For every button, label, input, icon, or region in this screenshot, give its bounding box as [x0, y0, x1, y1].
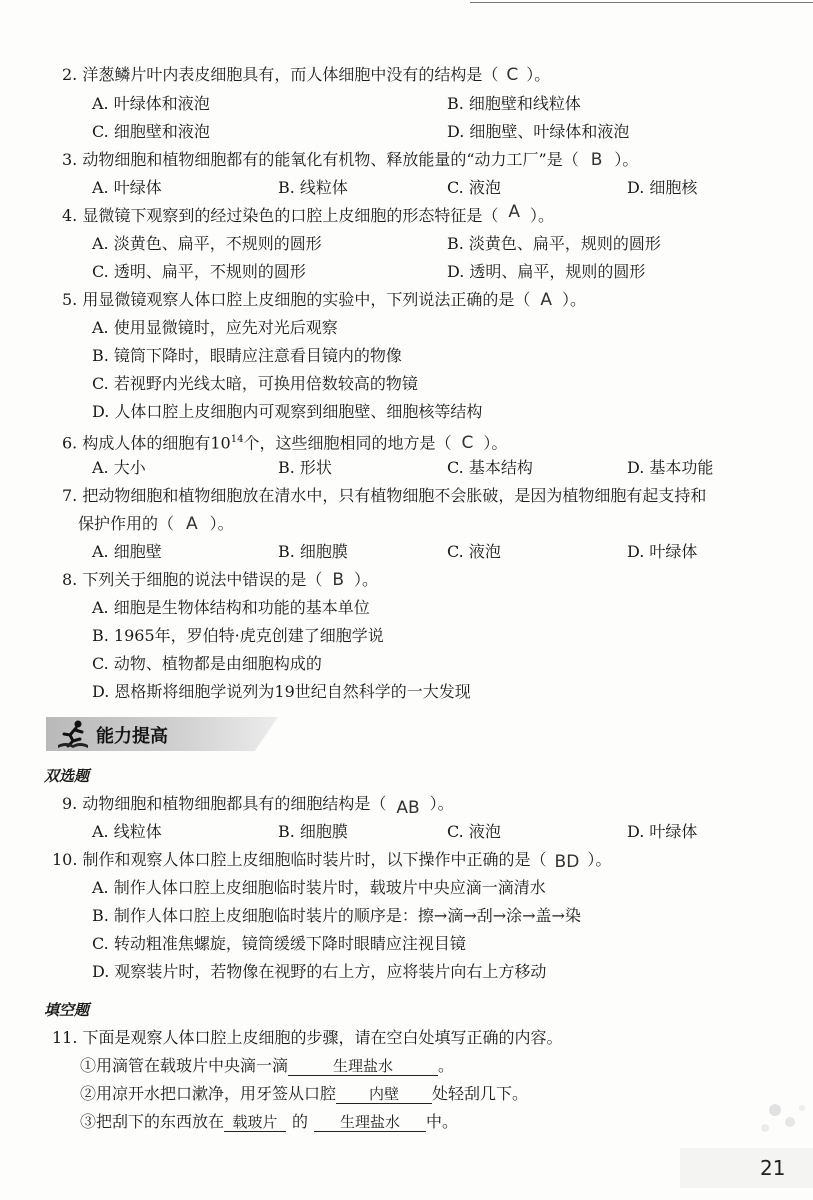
q7-option-b: B. 细胞膜 [278, 542, 348, 561]
section-label-fill-blank: 填空题 [44, 1001, 90, 1019]
question-8-stem: 8. 下列关于细胞的说法中错误的是（ B ）。 [62, 570, 379, 590]
handwritten-answer: A [508, 202, 520, 222]
q2-option-a: A. 叶绿体和液泡 [92, 94, 210, 113]
q7-option-a: A. 细胞壁 [92, 542, 162, 561]
runner-book-icon [56, 719, 90, 749]
q6-option-b: B. 形状 [278, 458, 332, 477]
q9-option-b: B. 细胞膜 [278, 822, 348, 841]
q10-option-c: C. 转动粗准焦螺旋，镜筒缓缓下降时眼睛应注视目镜 [92, 934, 466, 953]
decorative-watermark [680, 1100, 813, 1200]
q11-step-3: ③把刮下的东西放在 载玻片 的 生理盐水 中。 [80, 1112, 459, 1131]
q5-option-b: B. 镜筒下降时，眼睛应注意看目镜内的物像 [92, 346, 402, 365]
q10-option-d: D. 观察装片时，若物像在视野的右上方，应将装片向右上方移动 [92, 962, 547, 981]
question-7-stem-line1: 7. 把动物细胞和植物细胞放在清水中，只有植物细胞不会胀破，是因为植物细胞有起支持和 [62, 486, 707, 505]
q5-option-d: D. 人体口腔上皮细胞内可观察到细胞壁、细胞核等结构 [92, 402, 483, 421]
q5-option-a: A. 使用显微镜时，应先对光后观察 [92, 318, 338, 337]
handwritten-answer: C [506, 65, 519, 85]
question-2-stem: 2. 洋葱鳞片叶内表皮细胞具有，而人体细胞中没有的结构是（ C ）。 [62, 65, 551, 85]
handwritten-answer: A [186, 514, 198, 534]
question-10-stem: 10. 制作和观察人体口腔上皮细胞临时装片时，以下操作中正确的是（ BD ）。 [52, 850, 612, 872]
question-4-stem: 4. 显微镜下观察到的经过染色的口腔上皮细胞的形态特征是（ A ）。 [62, 202, 555, 225]
q3-option-c: C. 液泡 [447, 178, 501, 197]
q10-option-b: B. 制作人体口腔上皮细胞临时装片的顺序是：擦→滴→刮→涂→盖→染 [92, 906, 581, 925]
q7-option-d: D. 叶绿体 [627, 542, 698, 561]
q3-option-b: B. 线粒体 [278, 178, 348, 197]
q8-option-d: D. 恩格斯将细胞学说列为19世纪自然科学的一大发现 [92, 682, 471, 701]
q10-option-a: A. 制作人体口腔上皮细胞临时装片时，载玻片中央应滴一滴清水 [92, 878, 546, 897]
q4-option-d: D. 透明、扁平，规则的圆形 [447, 262, 646, 281]
handwritten-answer: BD [554, 852, 580, 872]
handwritten-answer: B [590, 150, 603, 170]
q7-option-c: C. 液泡 [447, 542, 501, 561]
q9-option-a: A. 线粒体 [92, 822, 162, 841]
handwritten-answer: AB [396, 798, 420, 818]
page-number: 21 [760, 1156, 786, 1180]
q5-option-c: C. 若视野内光线太暗，可换用倍数较高的物镜 [92, 374, 418, 393]
q8-option-c: C. 动物、植物都是由细胞构成的 [92, 654, 322, 673]
question-5-stem: 5. 用显微镜观察人体口腔上皮细胞的实验中，下列说法正确的是（ A ）。 [62, 290, 587, 310]
q9-option-d: D. 叶绿体 [627, 822, 698, 841]
fill-blank-answer: 生理盐水 [314, 1113, 426, 1132]
question-9-stem: 9. 动物细胞和植物细胞都具有的细胞结构是（ AB ）。 [62, 794, 454, 818]
q6-option-c: C. 基本结构 [447, 458, 533, 477]
q8-option-a: A. 细胞是生物体结构和功能的基本单位 [92, 598, 370, 617]
fill-blank-answer: 载玻片 [224, 1113, 286, 1132]
question-11-stem: 11. 下面是观察人体口腔上皮细胞的步骤，请在空白处填写正确的内容。 [52, 1028, 563, 1047]
question-3-stem: 3. 动物细胞和植物细胞都有的能氧化有机物、释放能量的“动力工厂”是（ B ）。 [62, 150, 639, 170]
fill-blank-answer: 生理盐水 [288, 1057, 438, 1076]
q2-option-d: D. 细胞壁、叶绿体和液泡 [447, 122, 630, 141]
question-6-stem: 6. 构成人体的细胞有$10^{14}$个，这些细胞相同的地方是（ C ）。 [62, 433, 508, 454]
handwritten-answer: C [461, 433, 474, 454]
banner-title: 能力提高 [96, 726, 168, 747]
handwritten-answer: A [540, 290, 552, 310]
q2-option-b: B. 细胞壁和线粒体 [447, 94, 581, 113]
q4-option-b: B. 淡黄色、扁平，规则的圆形 [447, 234, 661, 253]
q9-option-c: C. 液泡 [447, 822, 501, 841]
q3-option-a: A. 叶绿体 [92, 178, 162, 197]
q4-option-c: C. 透明、扁平，不规则的圆形 [92, 262, 306, 281]
q6-option-d: D. 基本功能 [627, 458, 714, 477]
q11-step-1: ①用滴管在载玻片中央滴一滴 生理盐水 。 [80, 1056, 455, 1075]
q8-option-b: B. 1965年，罗伯特·虎克创建了细胞学说 [92, 626, 384, 645]
fill-blank-answer: 内壁 [336, 1085, 432, 1104]
q6-option-a: A. 大小 [92, 458, 146, 477]
q11-step-2: ②用凉开水把口漱净，用牙签从口腔 内壁 处轻刮几下。 [80, 1084, 529, 1103]
question-7-stem-line2: 保护作用的（ A ）。 [78, 514, 234, 534]
section-label-double-choice: 双选题 [44, 767, 90, 785]
section-banner [46, 717, 278, 751]
top-rule [470, 2, 813, 3]
q2-option-c: C. 细胞壁和液泡 [92, 122, 210, 141]
handwritten-answer: B [332, 570, 345, 590]
q3-option-d: D. 细胞核 [627, 178, 698, 197]
q4-option-a: A. 淡黄色、扁平，不规则的圆形 [92, 234, 322, 253]
